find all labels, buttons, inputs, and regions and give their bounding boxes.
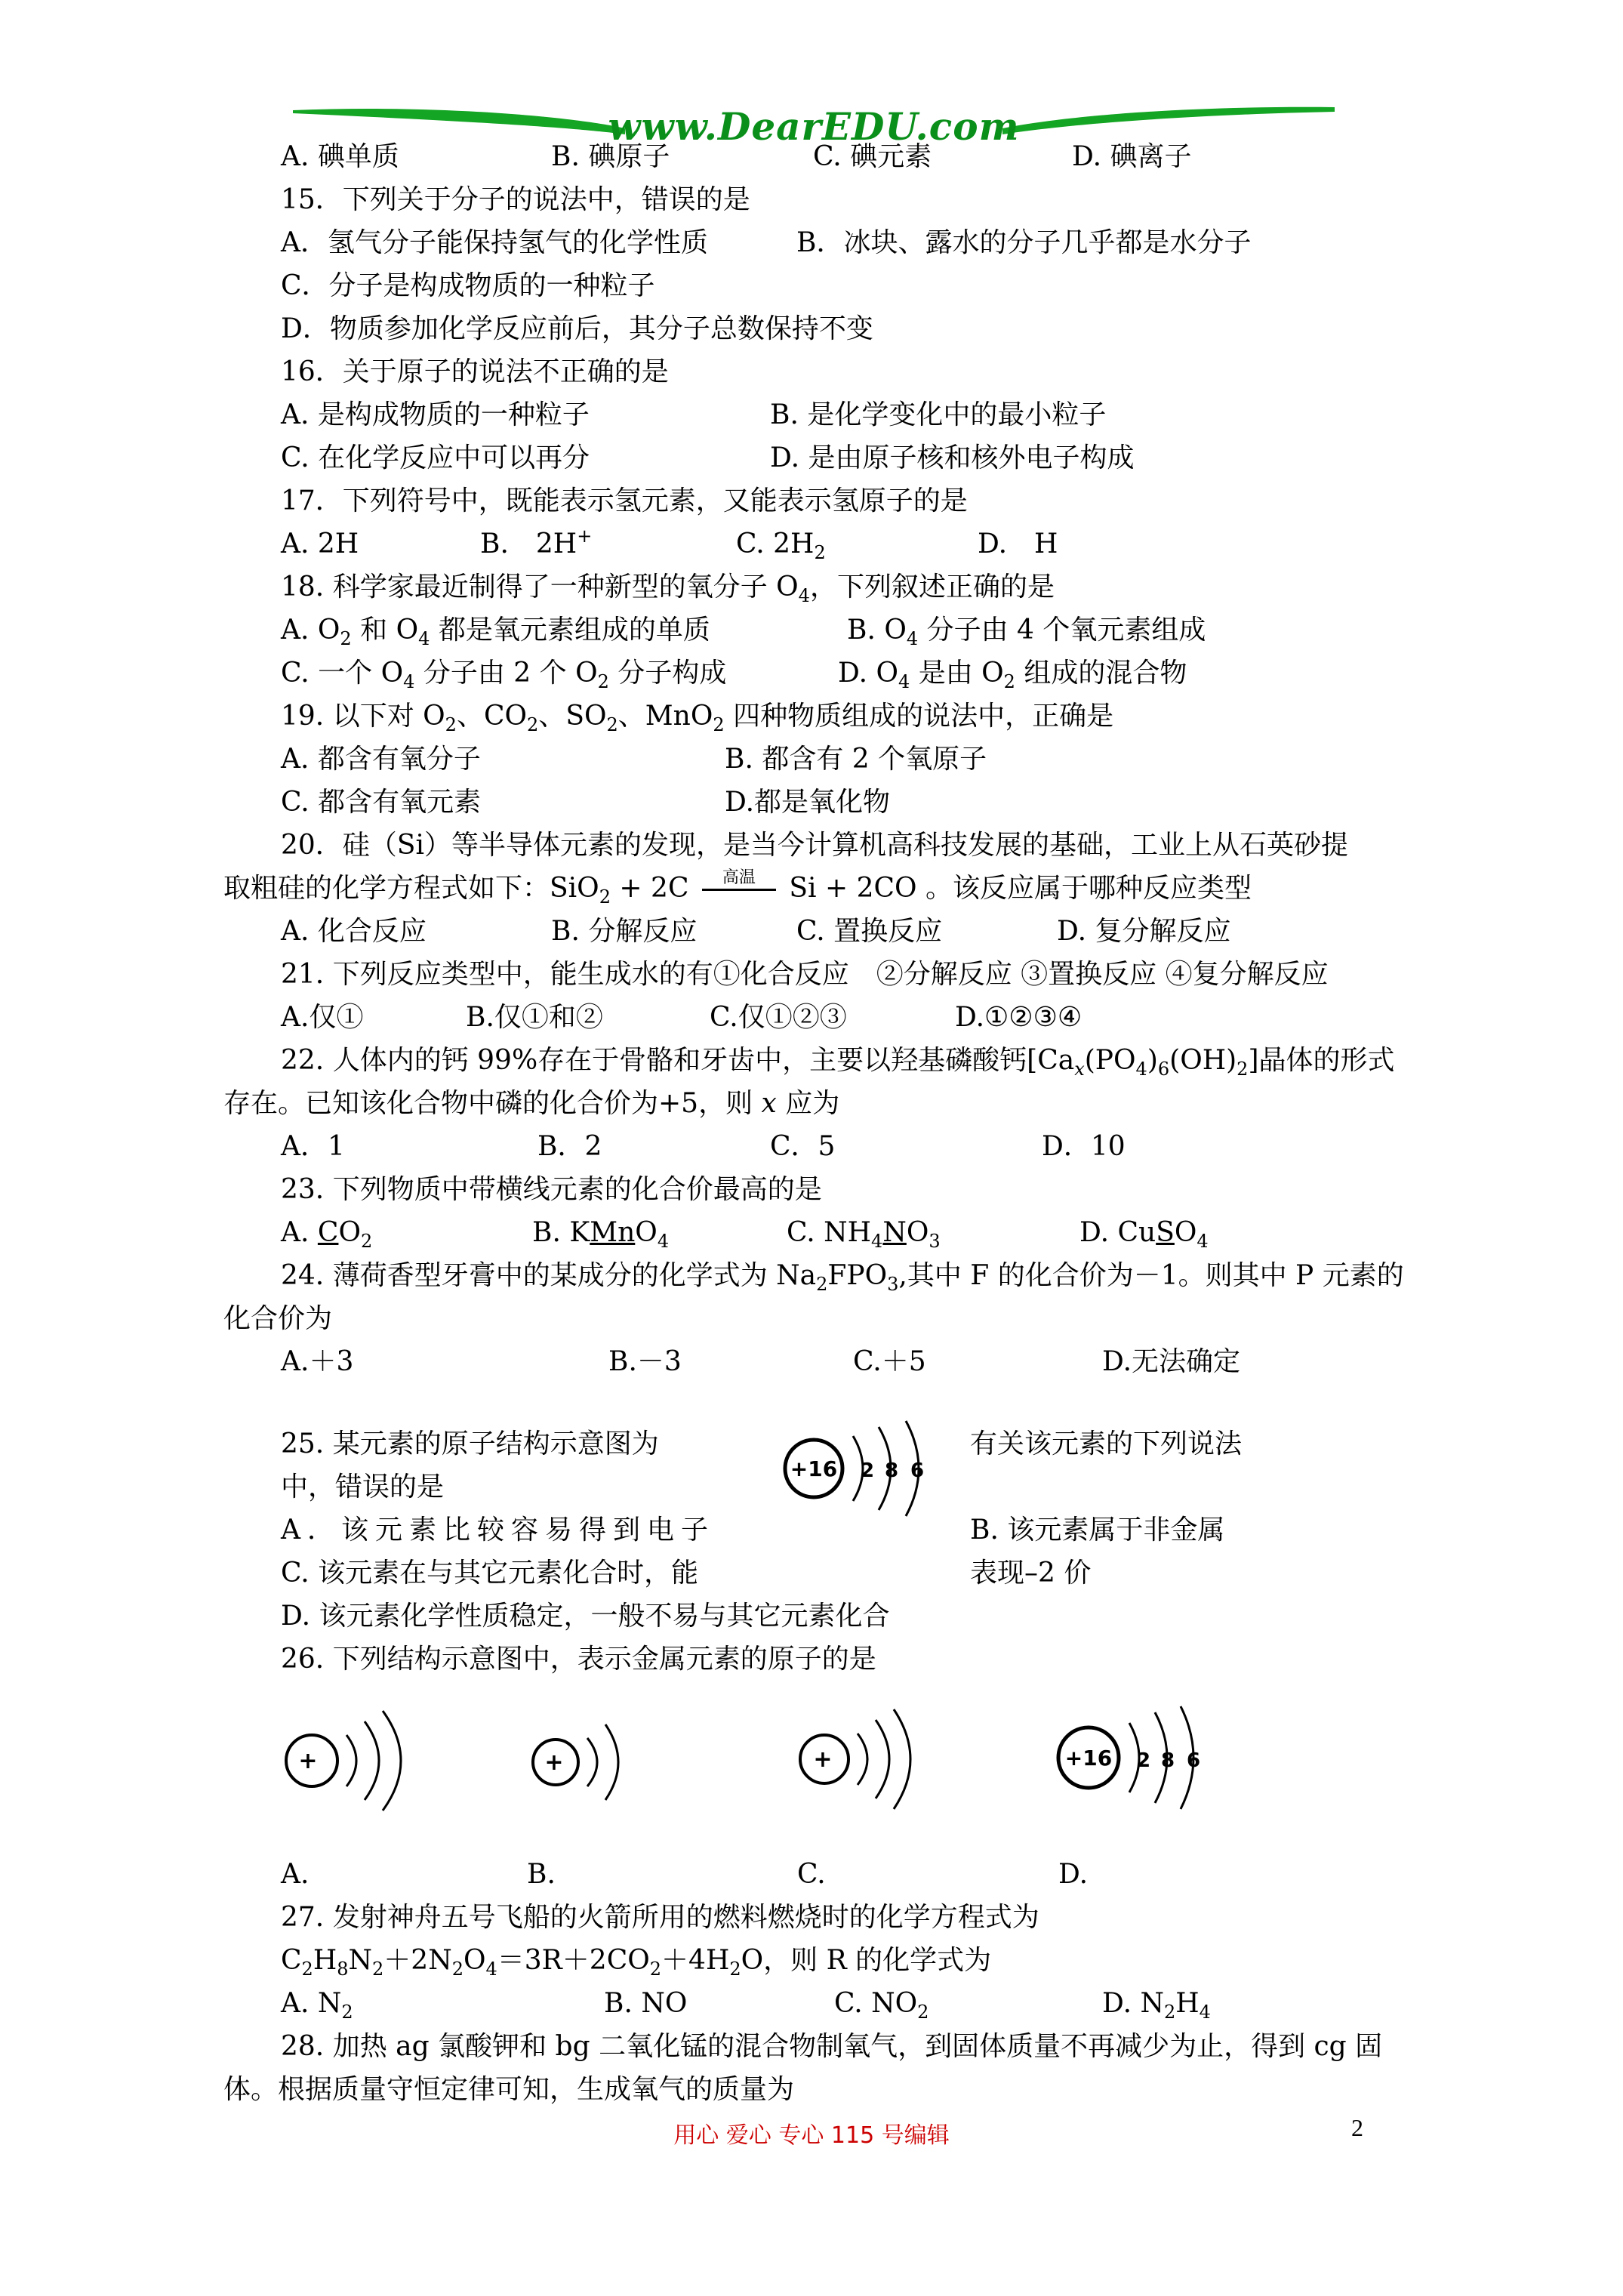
site-url: www.DearEDU.com xyxy=(608,104,1020,149)
q17-option-b: B. 2H+ xyxy=(480,525,593,559)
q16-stem: 16．关于原子的说法不正确的是 xyxy=(281,356,669,387)
shell-arc-2 xyxy=(365,1721,379,1800)
q25-option-a: A．该元素比较容易得到电子 xyxy=(281,1515,715,1546)
q17-option-c: C. $2H_2$ xyxy=(736,529,826,563)
page-footer: 用心 爱心 专心 115 号编辑 xyxy=(673,2122,950,2149)
nucleus-plus: + xyxy=(544,1749,564,1776)
q14-option-b: B. 碘原子 xyxy=(551,141,670,172)
q24-option-c: C.＋5 xyxy=(853,1346,926,1377)
q23-option-d: D. CuSO$_4$ xyxy=(1079,1217,1209,1252)
q25-line-1-right: 有关该元素的下列说法 xyxy=(970,1428,1243,1459)
q24-line-1: 24. 薄荷香型牙膏中的某成分的化学式为 $Na_2FPO_3$,其中 F 的化合价为－1。则其中 P 元素的 xyxy=(281,1260,1404,1295)
q25-atom-diagram xyxy=(776,1419,935,1518)
q20-option-c: C. 置换反应 xyxy=(796,916,943,947)
q24-option-d: D.无法确定 xyxy=(1102,1346,1241,1377)
shell-electrons-2: 8 xyxy=(885,1459,899,1482)
q22-option-c: C．5 xyxy=(770,1131,836,1162)
q26-option-c: C. xyxy=(797,1859,826,1890)
shell-electrons-1: 2 xyxy=(1137,1749,1151,1772)
q15-option-b: B．冰块、露水的分子几乎都是水分子 xyxy=(796,227,1252,258)
shell-arc-2 xyxy=(876,1720,889,1798)
q17-stem: 17．下列符号中，既能表示氢元素，又能表示氢原子的是 xyxy=(281,485,968,516)
shell-arc-3 xyxy=(894,1709,910,1809)
q25-option-c-continued: 表现–2 价 xyxy=(970,1558,1092,1589)
q21-stem: 21. 下列反应类型中，能生成水的有①化合反应 ②分解反应 ③置换反应 ④复分解反应 xyxy=(281,959,1329,990)
q18-option-d: D. $O_4$ 是由 $O_2$ 组成的混合物 xyxy=(838,658,1187,692)
q17-option-a: A. 2H xyxy=(281,529,359,559)
q25-line-1: 25. 某元素的原子结构示意图为 xyxy=(281,1428,659,1459)
q22-option-a: A．1 xyxy=(281,1131,345,1162)
q21-option-a: A.仅① xyxy=(281,1002,364,1033)
q20-option-d: D. 复分解反应 xyxy=(1057,916,1231,947)
q26-option-a: A. xyxy=(281,1859,310,1890)
q28-line-1: 28. 加热 ag 氯酸钾和 bg 二氧化锰的混合物制氧气，到固体质量不再减少为止，得到 cg 固 xyxy=(281,2031,1383,2062)
q20-line-2: 取粗硅的化学方程式如下：SiO$_2$ + 2C 高温 Si + 2CO 。该反应属于哪种反应类型 xyxy=(223,868,1252,908)
shell-electrons-1: 2 xyxy=(861,1459,875,1482)
q15-option-d: D．物质参加化学反应前后，其分子总数保持不变 xyxy=(281,313,873,344)
q16-option-a: A. 是构成物质的一种粒子 xyxy=(281,399,590,430)
nucleus-plus: + xyxy=(813,1746,833,1773)
q14-option-a: A. 碘单质 xyxy=(281,141,399,172)
shell-electrons-3: 6 xyxy=(1187,1749,1201,1772)
q28-line-2: 体。根据质量守恒定律可知，生成氧气的质量为 xyxy=(223,2074,795,2105)
q16-option-d: D. 是由原子核和核外电子构成 xyxy=(770,442,1135,473)
q26-diagram-c xyxy=(793,1705,936,1811)
q21-option-c: C.仅①②③ xyxy=(710,1002,847,1033)
q27-option-a: A. $N_2$ xyxy=(281,1988,353,2023)
q26-diagram-d xyxy=(1049,1705,1208,1811)
q18-option-b: B. $O_4$ 分子由 4 个氧元素组成 xyxy=(847,615,1206,649)
q20-line-1: 20．硅（Si）等半导体元素的发现，是当今计算机高科技发展的基础，工业上从石英砂提 xyxy=(281,830,1348,861)
q22-option-b: B．2 xyxy=(537,1131,602,1162)
shell-arc-1 xyxy=(587,1738,597,1786)
shell-arc-1 xyxy=(346,1735,356,1786)
q26-option-d: D. xyxy=(1058,1859,1089,1890)
q22-line-2: 存在。已知该化合物中磷的化合价为+5，则 x 应为 xyxy=(223,1088,840,1119)
q18-stem: 18. 科学家最近制得了一种新型的氧分子 $O_4$，下列叙述正确的是 xyxy=(281,572,1055,606)
shell-arc-3 xyxy=(383,1711,401,1811)
q15-stem: 15．下列关于分子的说法中，错误的是 xyxy=(281,184,750,215)
q21-option-d: D.①②③④ xyxy=(955,1002,1083,1033)
q23-option-a: A. $CO_2$ xyxy=(281,1217,373,1252)
q23-option-c: C. $NH_4NO_3$ xyxy=(787,1217,941,1252)
q27-option-b: B. NO xyxy=(604,1988,688,2019)
q16-option-b: B. 是化学变化中的最小粒子 xyxy=(770,399,1107,430)
q27-option-c: C. $NO_2$ xyxy=(834,1988,929,2023)
q22-option-d: D．10 xyxy=(1042,1131,1126,1162)
q24-option-a: A.＋3 xyxy=(281,1346,354,1377)
q25-option-b: B. 该元素属于非金属 xyxy=(970,1515,1225,1546)
q26-diagram-a xyxy=(283,1708,419,1814)
q26-stem: 26. 下列结构示意图中，表示金属元素的原子的是 xyxy=(281,1644,876,1675)
q24-line-2: 化合价为 xyxy=(223,1303,333,1334)
q21-option-b: B.仅①和② xyxy=(466,1002,603,1033)
q19-option-c: C. 都含有氧元素 xyxy=(281,787,482,818)
q24-option-b: B.－3 xyxy=(608,1346,682,1377)
q27-line-1: 27. 发射神舟五号飞船的火箭所用的燃料燃烧时的化学方程式为 xyxy=(281,1902,1039,1933)
q19-option-b: B. 都含有 2 个氧原子 xyxy=(725,744,987,775)
q15-option-a: A．氢气分子能保持氢气的化学性质 xyxy=(281,227,708,258)
nucleus-plus: + xyxy=(298,1748,318,1774)
q26-diagram-b xyxy=(528,1714,649,1812)
q22-line-1: 22. 人体内的钙 99%存在于骨骼和牙齿中，主要以羟基磷酸钙$[Ca_x(PO_4)_6(OH)_2]$晶体的形式 xyxy=(281,1045,1395,1080)
q18-option-a: A. $O_2$ 和 $O_4$ 都是氧元素组成的单质 xyxy=(281,615,710,649)
q27-option-d: D. $N_2H_4$ xyxy=(1102,1988,1211,2023)
q20-option-a: A. 化合反应 xyxy=(281,916,427,947)
q25-option-c: C. 该元素在与其它元素化合时，能 xyxy=(281,1558,699,1589)
shell-electrons-3: 6 xyxy=(910,1459,925,1482)
shell-arc-1 xyxy=(858,1734,867,1785)
q19-stem: 19. 以下对 $O_2$、$CO_2$、$SO_2$、MnO$_2$ 四种物质组成的说法中，正确是 xyxy=(281,701,1114,735)
q26-option-b: B. xyxy=(527,1859,556,1890)
q15-option-c: C．分子是构成物质的一种粒子 xyxy=(281,270,655,301)
q23-stem: 23. 下列物质中带横线元素的化合价最高的是 xyxy=(281,1174,822,1205)
q14-option-d: D. 碘离子 xyxy=(1072,141,1192,172)
reaction-condition: 高温 xyxy=(698,874,781,904)
q18-option-c: C. 一个 $O_4$ 分子由 2 个 $O_2$ 分子构成 xyxy=(281,658,727,692)
q19-option-a: A. 都含有氧分子 xyxy=(281,744,481,775)
q20-option-b: B. 分解反应 xyxy=(551,916,698,947)
shell-electrons-2: 8 xyxy=(1161,1749,1175,1772)
q27-equation: $C_2H_8N_2+2N_2O_4=3R+2CO_2+4H_2O$，则 R 的化学式为 xyxy=(281,1945,992,1980)
q19-option-d: D.都是氧化物 xyxy=(725,787,891,818)
q25-line-2: 中，错误的是 xyxy=(281,1472,445,1502)
q16-option-c: C. 在化学反应中可以再分 xyxy=(281,442,590,473)
q14-option-c: C. 碘元素 xyxy=(813,141,932,172)
page-number: 2 xyxy=(1351,2114,1363,2141)
nucleus-charge: +16 xyxy=(1064,1746,1113,1771)
q17-option-d: D. H xyxy=(978,529,1058,559)
shell-arc-2 xyxy=(605,1724,618,1800)
q25-option-d: D. 该元素化学性质稳定，一般不易与其它元素化合 xyxy=(281,1601,890,1632)
q23-option-b: B. KMnO$_4$ xyxy=(532,1217,670,1252)
nucleus-charge: +16 xyxy=(790,1456,838,1481)
